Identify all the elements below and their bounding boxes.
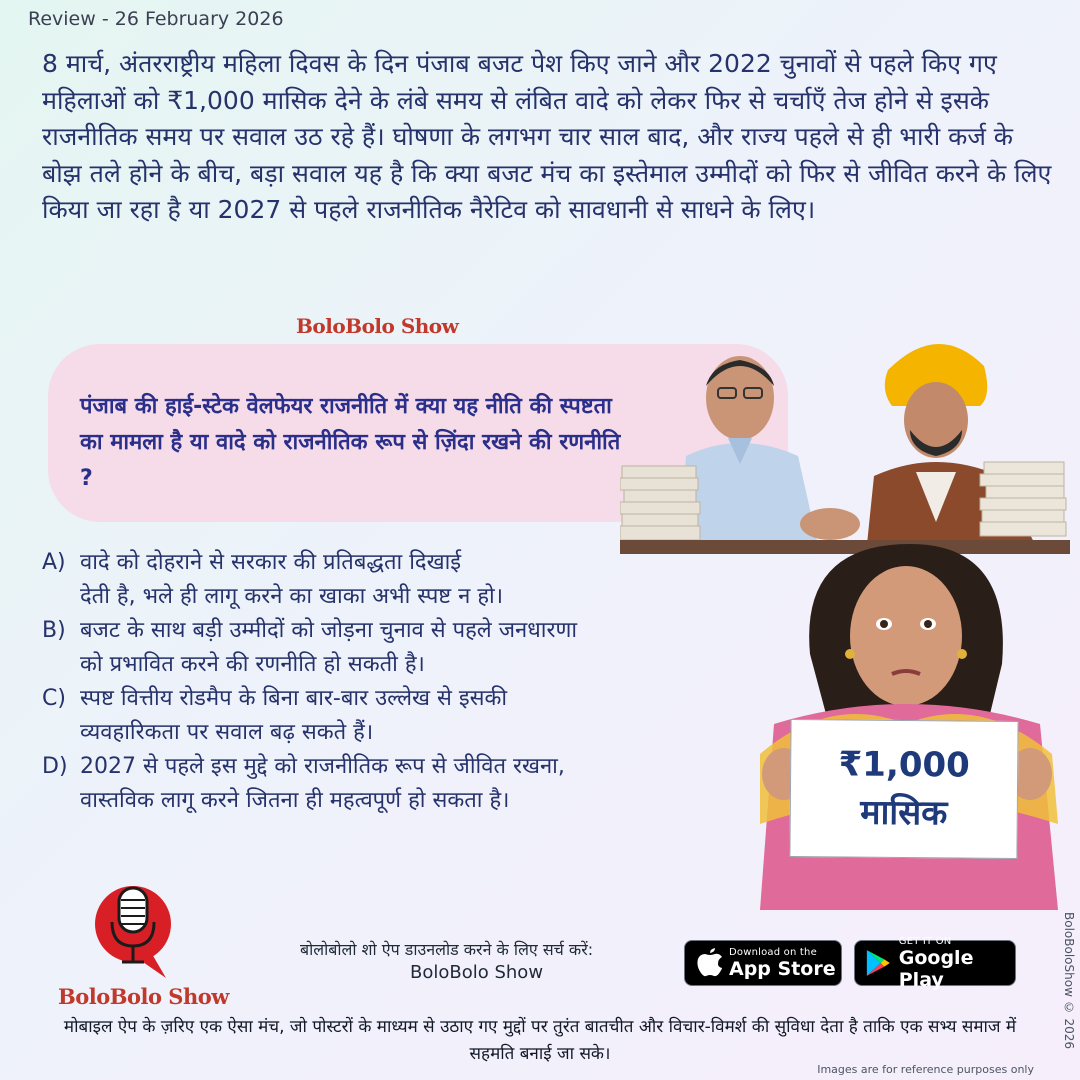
app-store-small-text: Download on the (729, 946, 817, 958)
intro-paragraph: 8 मार्च, अंतरराष्ट्रीय महिला दिवस के दिन पंजाब बजट पेश किए जाने और 2022 चुनावों से पहले किए गए महिलाओं को ₹1,000 मासिक देने के लंबे समय से लंबित वादे को लेकर फिर से चर्चाएँ तेज होने से इसके राजनीतिक समय पर सवाल उठ रहे हैं। घोषणा के लगभग चार साल बाद, और राज्य पहले से ही भारी कर्ज के बोझ तले होने के बीच, बड़ा सवाल यह है कि क्या बजट मंच का इस्तेमाल उम्मीदों को फिर से जीवित करने के लिए किया जा रहा है या 2027 से पहले राजनीतिक नैरेटिव को सावधानी से साधने के लिए। (42, 49, 1052, 224)
option-letter: B) (42, 618, 66, 643)
options-list (42, 546, 762, 818)
sign-label: मासिक (860, 792, 948, 834)
google-play-small-text: GET IT ON (898, 935, 952, 947)
download-instruction: बोलोबोलो शो ऐप डाउनलोड करने के लिए सर्च करें: (300, 940, 594, 959)
download-search-term: BoloBolo Show (410, 962, 544, 983)
google-play-icon (865, 948, 891, 978)
option-text-cont: व्यवहारिकता पर सवाल बढ़ सकते हैं। (80, 720, 374, 745)
option-d[interactable] (42, 750, 762, 818)
option-letter: D) (42, 754, 68, 779)
option-text-cont: देती है, भले ही लागू करने का खाका अभी स्पष्ट न हो। (80, 584, 504, 609)
sign-amount: ₹1,000 (838, 744, 970, 786)
option-text: स्पष्ट वित्तीय रोडमैप के बिना बार-बार उल्लेख से इसकी (80, 686, 508, 711)
image-disclaimer: Images are for reference purposes only (817, 1063, 1034, 1076)
option-text: वादे को दोहराने से सरकार की प्रतिबद्धता दिखाई (80, 550, 462, 575)
option-b[interactable] (42, 614, 762, 682)
brand-logo-text: BoloBolo Show (58, 984, 229, 1009)
option-a[interactable] (42, 546, 762, 614)
option-text: बजट के साथ बड़ी उम्मीदों को जोड़ना चुनाव से पहले जनधारणा (80, 618, 578, 643)
microphone-icon (92, 874, 174, 984)
google-play-big-text: Google Play (898, 946, 974, 991)
footer-description: मोबाइल ऐप के ज़रिए एक ऐसा मंच, जो पोस्टरों के माध्यम से उठाए गए मुद्दों पर तुरंत बातचीत और विचार-विमर्श की सुविधा देता है ताकि एक सभ्य समाज में सहमति बनाई जा सके। (63, 1017, 1017, 1064)
review-date: Review - 26 February 2026 (28, 8, 284, 30)
option-c[interactable] (42, 682, 762, 750)
poll-question: पंजाब की हाई-स्टेक वेलफेयर राजनीति में क्या यह नीति की स्पष्टता का मामला है या वादे को राजनीतिक रूप से ज़िंदा रखने की रणनीति ? (80, 394, 621, 491)
app-store-button[interactable] (684, 940, 842, 986)
brand-watermark-top: BoloBolo Show (296, 314, 459, 338)
option-letter: A) (42, 550, 66, 575)
leaders-handshake-image (620, 326, 1070, 554)
option-text: 2027 से पहले इस मुद्दे को राजनीतिक रूप से जीवित रखना, (80, 754, 565, 779)
app-store-big-text: App Store (729, 957, 836, 980)
option-text-cont: को प्रभावित करने की रणनीति हो सकती है। (80, 652, 425, 677)
sign-board (789, 719, 1018, 859)
side-copyright: BoloBoloShow © 2026 (1062, 912, 1076, 1050)
option-text-cont: वास्तविक लागू करने जितना ही महत्वपूर्ण हो सकता है। (80, 788, 510, 813)
apple-icon (697, 948, 723, 978)
google-play-button[interactable] (854, 935, 1016, 991)
option-letter: C) (42, 686, 66, 711)
